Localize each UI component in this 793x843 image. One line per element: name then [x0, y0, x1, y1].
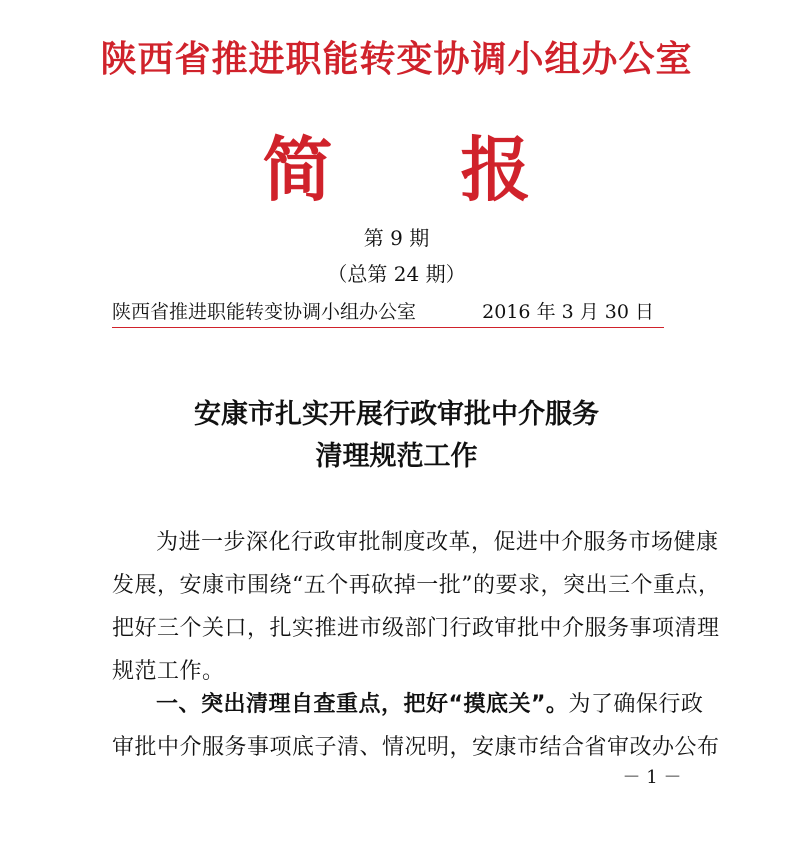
paragraph-intro: [112, 521, 721, 693]
bulletin-title-char-1: 简: [262, 129, 333, 211]
issue-number: 第 9 期: [363, 226, 430, 250]
paragraph-line: 规范工作。: [112, 659, 225, 684]
paragraph-line: [112, 683, 704, 726]
red-divider: [112, 327, 664, 328]
bulletin-title: [0, 128, 793, 212]
page-number: － 1 －: [622, 767, 682, 788]
paragraph-text: 为了确保行政: [568, 692, 704, 717]
issue-date: 2016 年 3 月 30 日: [482, 301, 654, 323]
section-heading: 一、突出清理自查重点，把好“摸底关”。: [156, 692, 569, 717]
article-title-line-1: 安康市扎实开展行政审批中介服务: [194, 399, 599, 430]
issuer-date-row: [112, 298, 664, 326]
article-title: [0, 394, 793, 478]
paragraph-line: 为进一步深化行政审批制度改革，促进中介服务市场健康: [156, 530, 719, 555]
bulletin-title-char-2: 报: [460, 129, 531, 211]
article-title-line-2: 清理规范工作: [315, 441, 478, 472]
paragraph-line: 发展，安康市围绕“五个再砍掉一批”的要求，突出三个重点，: [112, 573, 721, 598]
paragraph-section-1: [112, 683, 720, 769]
issuer-name: 陕西省推进职能转变协调小组办公室: [112, 301, 417, 323]
total-issue-number: （总第 24 期）: [327, 262, 466, 286]
org-header: 陕西省推进职能转变协调小组办公室: [100, 39, 693, 80]
paragraph-line: 审批中介服务事项底子清、情况明，安康市结合省审改办公布: [112, 735, 720, 760]
paragraph-line: 把好三个关口，扎实推进市级部门行政审批中介服务事项清理: [112, 616, 720, 641]
